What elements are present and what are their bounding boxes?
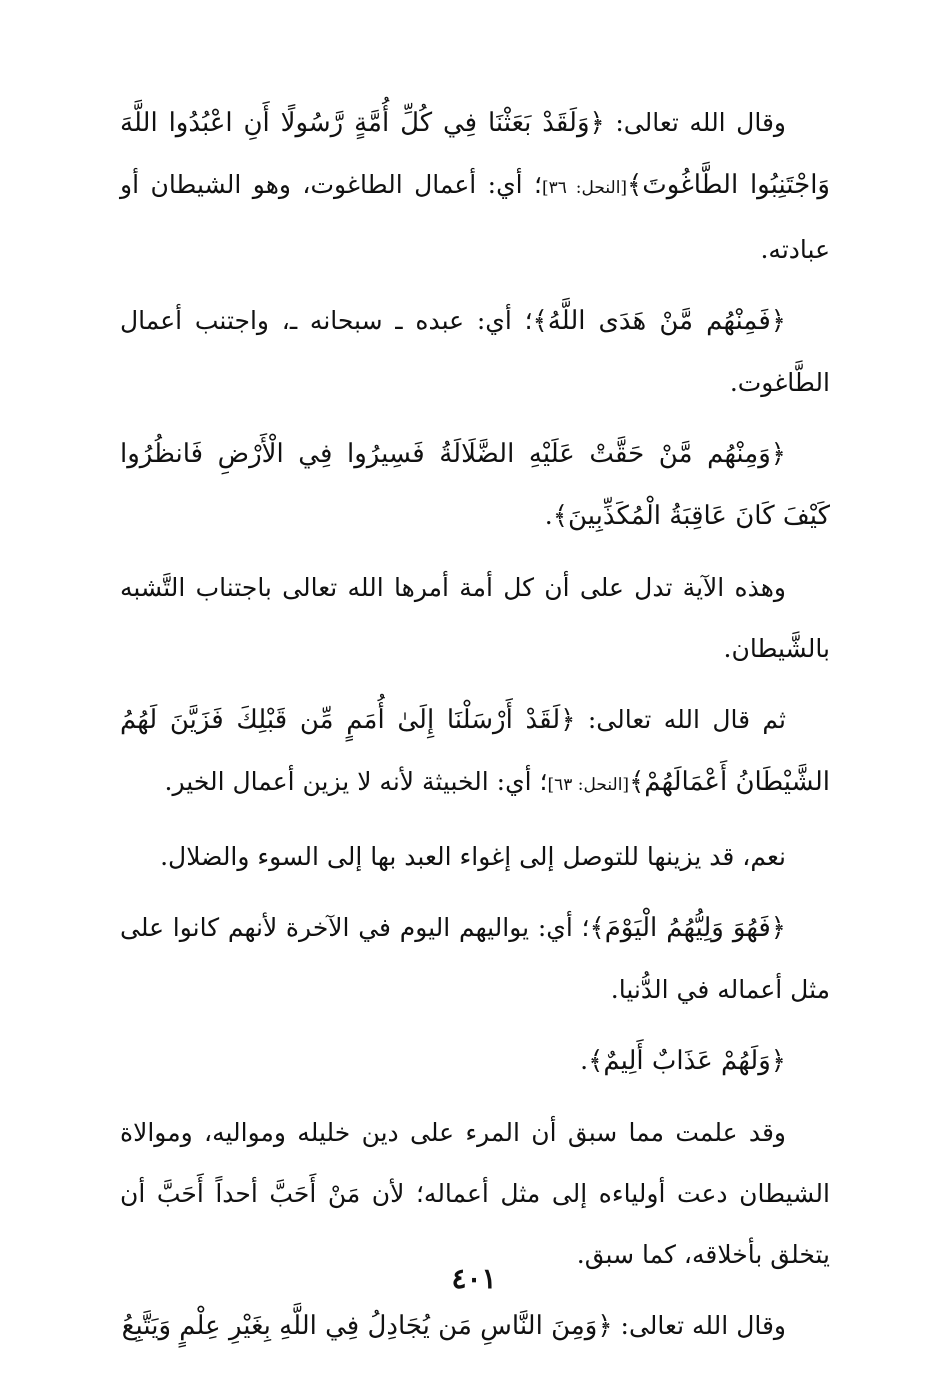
paragraph-4-text: وهذه الآية تدل على أن كل أمة أمرها الله تعالى باجتناب التَّشبه بالشَّيطان. [120, 573, 830, 663]
paragraph-8-punctuation: . [580, 1046, 589, 1075]
paragraph-3 [120, 423, 830, 547]
verse-reference-nahl-36: [النحل: ٣٦] [542, 178, 628, 198]
paragraph-3-punctuation: . [544, 501, 553, 530]
paragraph-5-commentary: ؛ أي: الخبيثة لأنه لا يزين أعمال الخير. [164, 767, 548, 796]
quran-verse-wa-minhum: ﴿وَمِنْهُم مَّنْ حَقَّتْ عَلَيْهِ الضَّلَالَةُ فَسِيرُوا فِي الْأَرْضِ فَانظُرُوا كَيْفَ كَانَ عَاقِبَةُ الْمُكَذِّبِينَ﴾ [120, 439, 830, 531]
verse-reference-nahl-63: [النحل: ٦٣] [547, 775, 630, 795]
quran-verse-fa-huwa: ﴿فَهُوَ وَلِيُّهُمُ الْيَوْمَ﴾ [589, 913, 786, 943]
paragraph-9-text: وقد علمت مما سبق أن المرء على دين خليله ومواليه، وموالاة الشيطان دعت أولياءه إلى مثل أعماله؛ لأن مَنْ أَحَبَّ أحداً أَحَبَّ أن يتخلق بأخلاقه، كما سبق. [120, 1118, 830, 1269]
paragraph-5-intro: ثم قال الله تعالى: [575, 705, 787, 734]
paragraph-1-intro: وقال الله تعالى: [604, 108, 786, 137]
paragraph-2 [120, 290, 830, 413]
quran-verse-nahl-63: ﴿لَقَدْ أَرْسَلْنَا إِلَىٰ أُمَمٍ مِّن قَبْلِكَ فَزَيَّنَ لَهُمُ الشَّيْطَانُ أَعْمَالَهُمْ﴾ [120, 705, 830, 797]
paragraph-7 [120, 897, 830, 1020]
quran-verse-nahl-36: ﴿وَلَقَدْ بَعَثْنَا فِي كُلِّ أُمَّةٍ رَّسُولًا أَنِ اعْبُدُوا اللَّهَ وَاجْتَنِبُوا الطَّاغُوتَ﴾ [120, 108, 830, 200]
paragraph-4 [120, 557, 830, 679]
paragraph-1-commentary: ؛ أي: أعمال الطاغوت، وهو الشيطان أو عبادته. [120, 170, 830, 264]
page-number: ٤٠١ [451, 1262, 497, 1295]
quran-verse-wa-lahum: ﴿وَلَهُمْ عَذَابٌ أَلِيمٌ﴾ [588, 1046, 786, 1076]
paragraph-9 [120, 1102, 830, 1285]
paragraph-8 [120, 1030, 830, 1092]
paragraph-10-intro: وقال الله تعالى: [612, 1311, 786, 1340]
paragraph-6 [120, 826, 830, 887]
paragraph-5 [120, 689, 830, 816]
body-text [120, 92, 830, 1367]
paragraph-1 [120, 92, 830, 280]
paragraph-7-commentary: ؛ أي: يواليهم اليوم في الآخرة لأنهم كانوا على مثل أعماله في الدُّنيا. [120, 913, 830, 1004]
quran-verse-fa-minhum: ﴿فَمِنْهُم مَّنْ هَدَى اللَّهُ﴾ [532, 306, 786, 336]
paragraph-2-commentary: ؛ أي: عبده ـ سبحانه ـ، واجتنب أعمال الطَّاغوت. [120, 306, 830, 397]
paragraph-6-text: نعم، قد يزينها للتوصل إلى إغواء العبد بها إلى السوء والضلال. [160, 842, 786, 871]
quran-verse-wa-mina-nnas: ﴿وَمِنَ النَّاسِ مَن يُجَادِلُ فِي اللَّهِ بِغَيْرِ عِلْمٍ وَيَتَّبِعُ [121, 1311, 613, 1341]
paragraph-10 [120, 1295, 830, 1357]
